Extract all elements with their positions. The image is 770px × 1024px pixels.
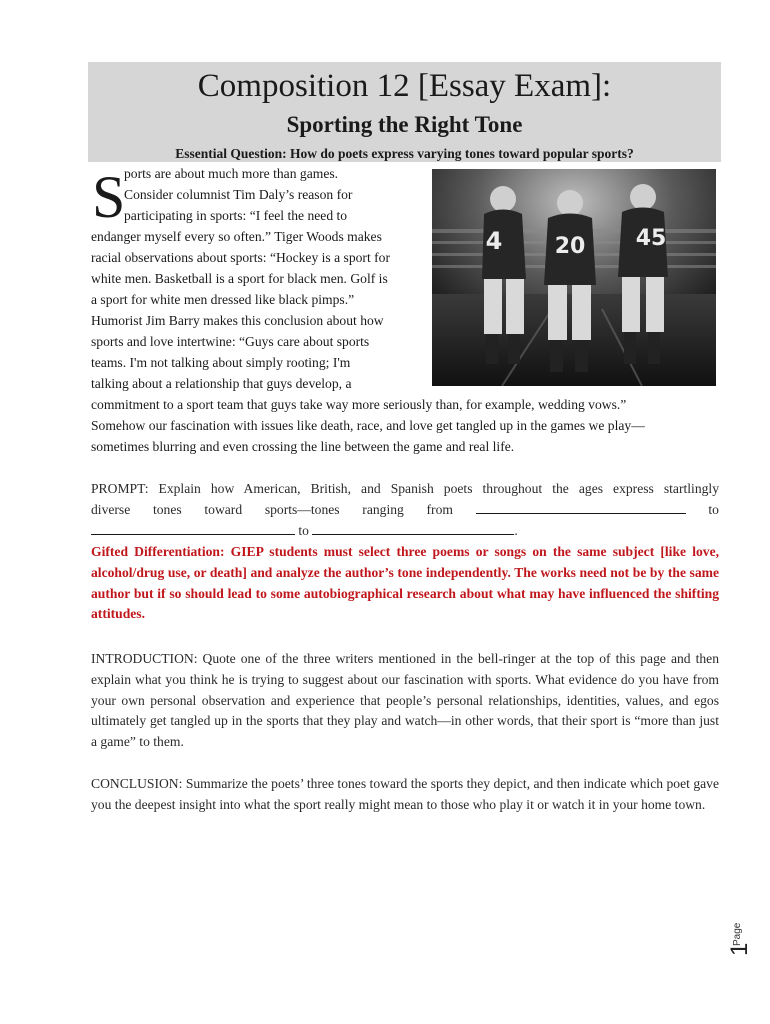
prompt-word: tones: [152, 501, 182, 517]
prompt-line-3: [91, 521, 719, 542]
drop-cap: S: [92, 164, 126, 230]
jersey-number-4: 4: [485, 227, 503, 255]
jersey-number-20: 20: [554, 234, 586, 259]
prompt-line-2: [91, 500, 719, 521]
intro-line: racial observations about sports: “Hockey is a sport for: [91, 250, 390, 265]
page-title: Composition 12 [Essay Exam]:: [197, 68, 612, 104]
prompt-word: to: [298, 522, 309, 538]
prompt-word: diverse: [91, 501, 131, 517]
page-label: Page: [732, 922, 743, 946]
prompt-period: .: [514, 522, 518, 538]
prompt-section: [91, 479, 719, 541]
intro-line: commitment to a sport team that guys take way more seriously than, for example, wedding vows.”: [91, 397, 627, 412]
intro-line: ports are about much more than games.: [124, 166, 339, 181]
prompt-word: sports—tones: [264, 501, 340, 517]
introduction-instructions: INTRODUCTION: Quote one of the three writers mentioned in the bell-ringer at the top of this page and then explain what you think he is trying to suggest about our fascination with sports. What evidence do you have from your own personal observation and experience that people’s personal relationships, identities, values, and egos ultimately get tangled up in the sports that they play and watch—in other words, that their sport is “more than just a game” to them.: [91, 651, 719, 750]
prompt-word: ranging: [362, 501, 404, 517]
tone-blank-1[interactable]: [476, 501, 686, 514]
essential-question: Essential Question: How do poets express varying tones toward popular sports?: [175, 146, 634, 161]
intro-line: participating in sports: “I feel the need to: [124, 208, 348, 223]
intro-line: sometimes blurring and even crossing the line between the game and real life.: [91, 439, 515, 454]
tone-blank-3[interactable]: [312, 522, 514, 535]
prompt-word: from: [426, 501, 453, 517]
conclusion-instructions: CONCLUSION: Summarize the poets’ three tones toward the sports they depict, and then indicate which poet gave you the deepest insight into what the sport really might mean to those who play it or watch it in your home town.: [91, 776, 719, 812]
intro-line: endanger myself every so often.” Tiger Woods makes: [91, 229, 382, 244]
intro-line: white men. Basketball is a sport for black men. Golf is: [91, 271, 388, 286]
intro-line: teams. I'm not talking about simply rooting; I'm: [91, 355, 351, 370]
intro-line: Consider columnist Tim Daly’s reason for: [124, 187, 353, 202]
tone-blank-2[interactable]: [91, 522, 295, 535]
intro-line: sports and love intertwine: “Guys care about sports: [91, 334, 370, 349]
prompt-word: to: [708, 501, 719, 517]
intro-line: Humorist Jim Barry makes this conclusion about how: [91, 313, 384, 328]
football-players-photo: [432, 169, 716, 386]
prompt-word: toward: [204, 501, 243, 517]
intro-line: talking about a relationship that guys develop, a: [91, 376, 352, 391]
intro-line: Somehow our fascination with issues like death, race, and love get tangled up in the games we play—: [91, 418, 645, 433]
intro-line: a sport for white men dressed like black pimps.”: [91, 292, 355, 307]
page-number: 1: [726, 942, 753, 956]
jersey-number-45: 45: [635, 226, 667, 251]
page-subtitle: Sporting the Right Tone: [286, 112, 523, 137]
gifted-differentiation: Gifted Differentiation: GIEP students must select three poems or songs on the same subject [like love, alcohol/drug use, or death] and analyze the author’s tone independently. The works need not be by the same author but if so should lead to some autobiographical research about what may have influenced the shifting attitudes.: [91, 544, 719, 622]
prompt-line-1: PROMPT: Explain how American, British, and Spanish poets throughout the ages express startlingly: [91, 481, 719, 496]
